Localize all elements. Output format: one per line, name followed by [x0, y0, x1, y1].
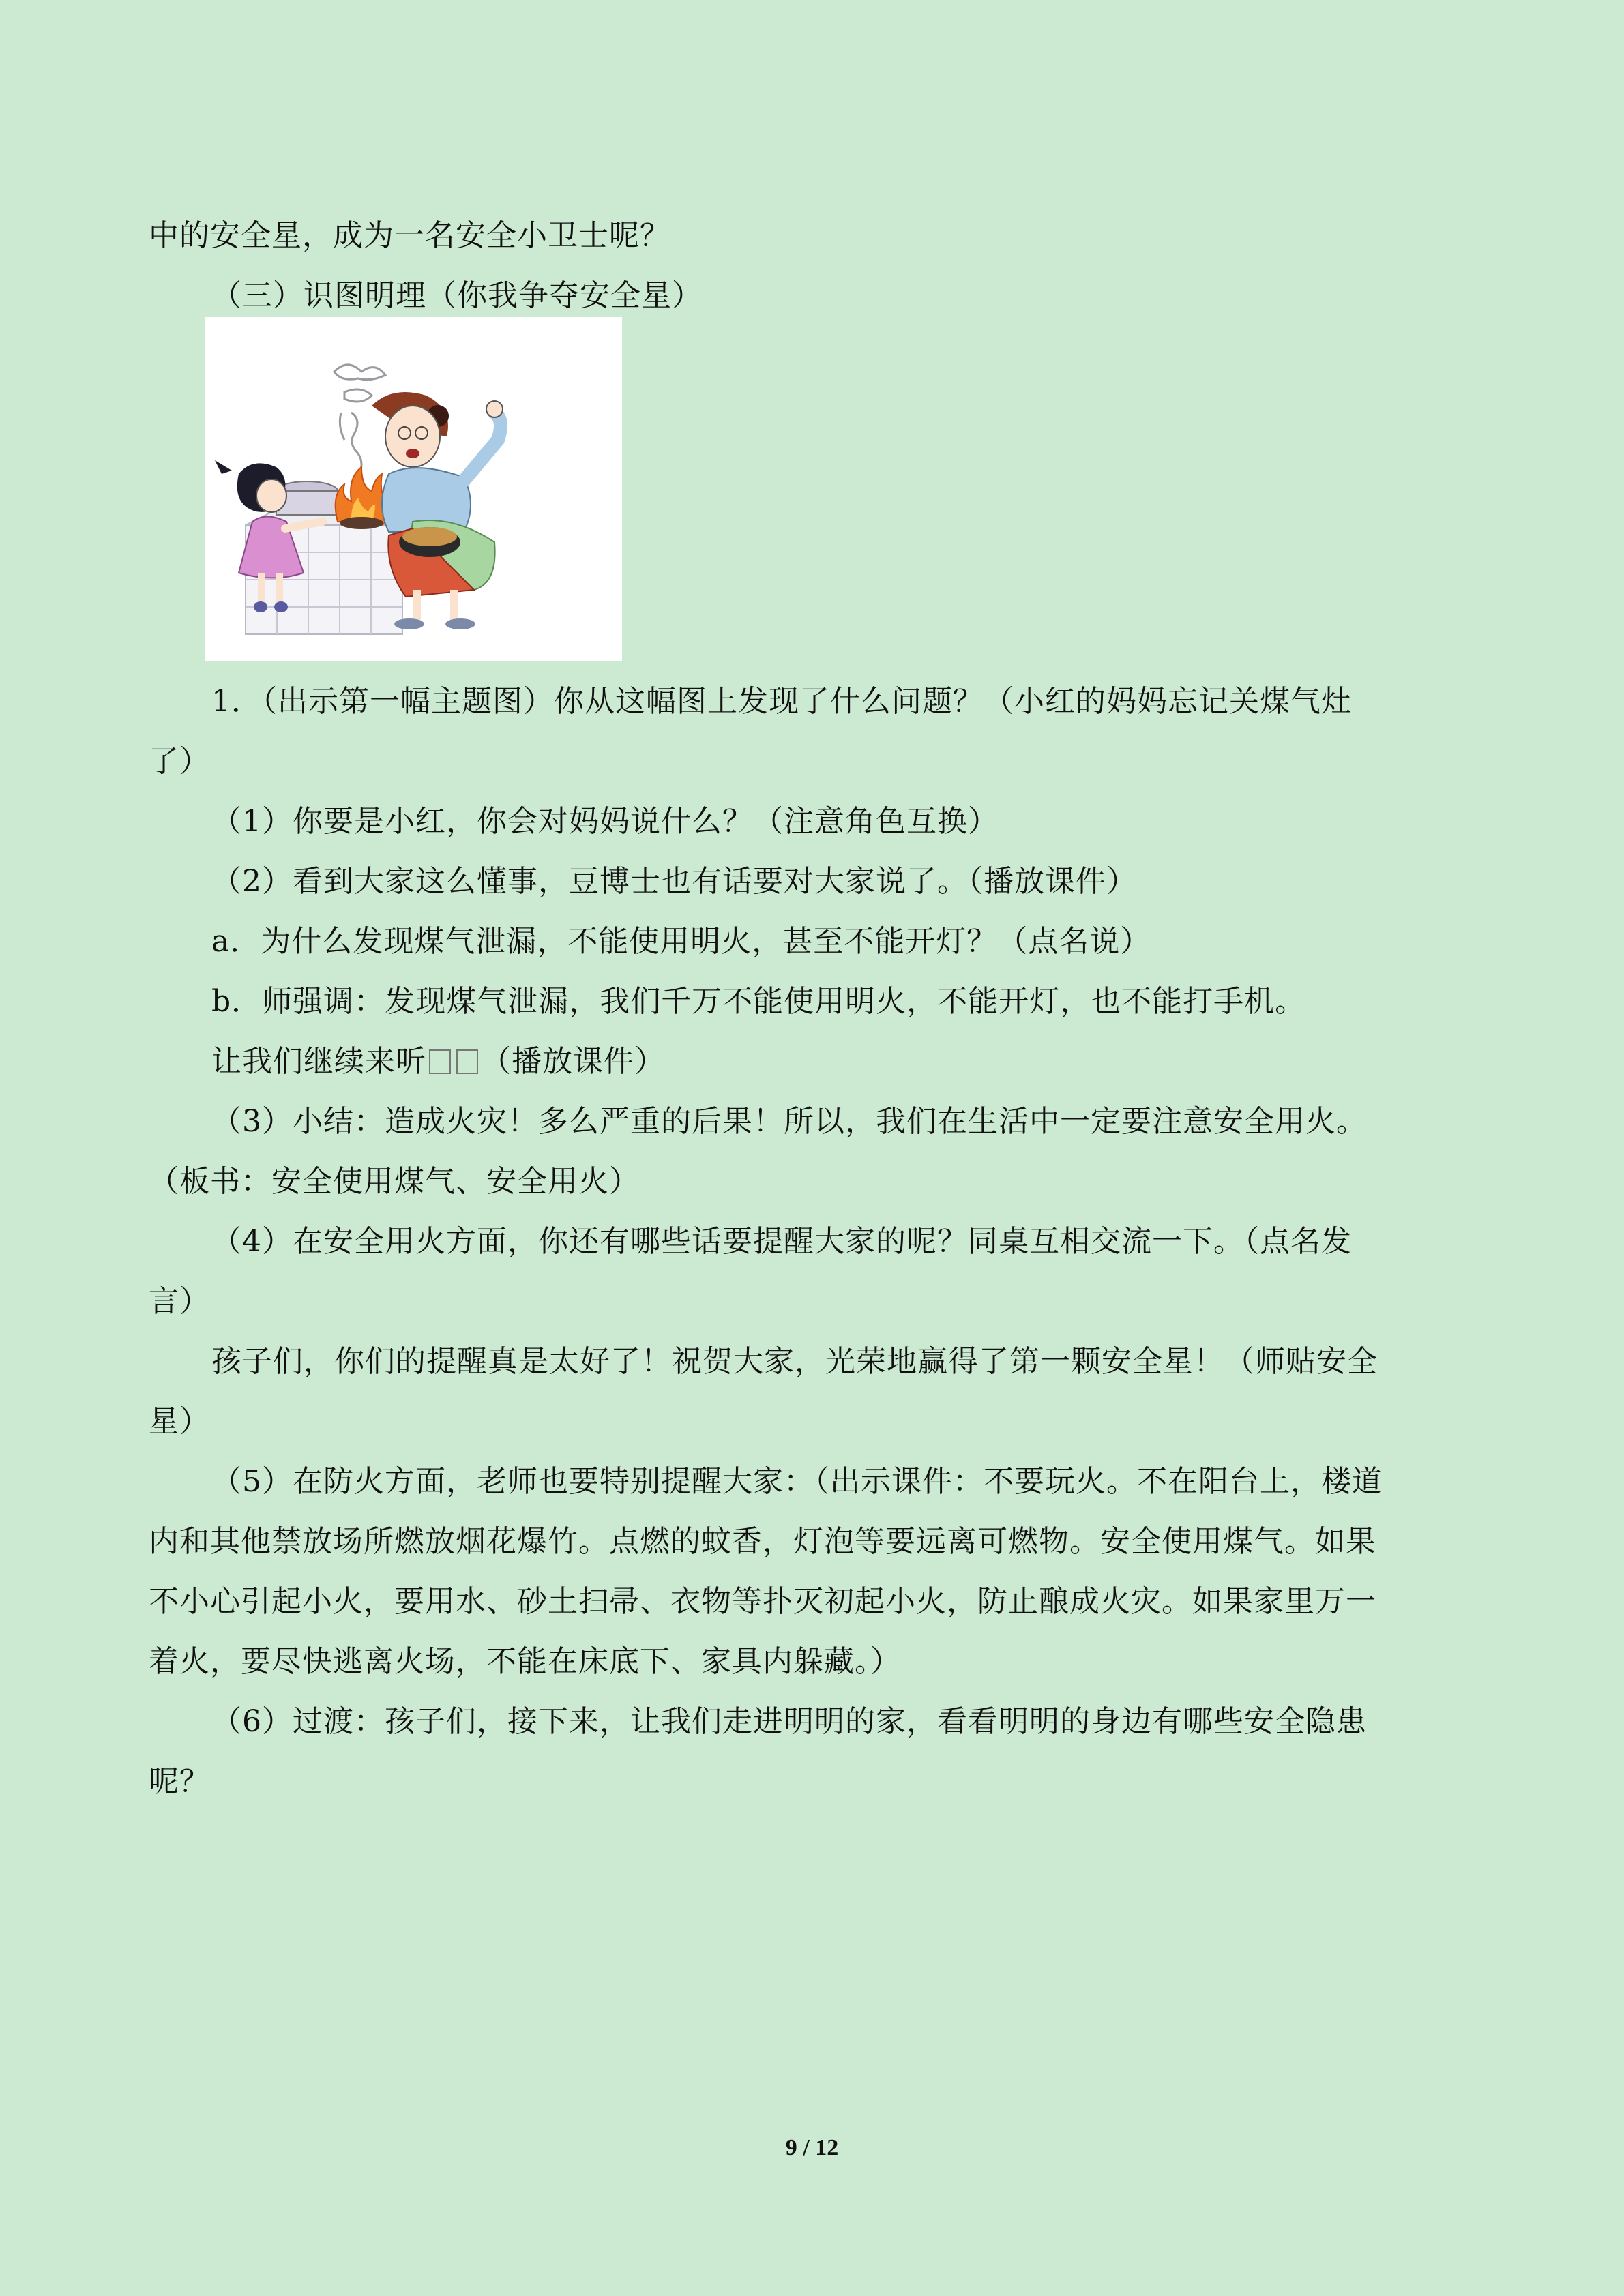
- section-heading: （三）识图明理（你我争夺安全星）: [211, 278, 703, 313]
- sub-item-b: b．师强调：发现煤气泄漏，我们千万不能使用明火，不能开灯，也不能打手机。: [211, 984, 1306, 1019]
- question-1-line-2: 了）: [149, 744, 210, 779]
- stove-fire-illustration: [205, 317, 622, 661]
- sub-item-5-line-4: 着火，要尽快逃离火场，不能在床底下、家具内躲藏。）: [149, 1644, 901, 1679]
- sub-item-3-line-2: （板书：安全使用煤气、安全用火）: [149, 1164, 640, 1199]
- praise-line-2: 星）: [149, 1404, 210, 1439]
- paragraph-intro-continuation: 中的安全星，成为一名安全小卫士呢？: [149, 218, 670, 253]
- missing-glyph-box-icon: [456, 1049, 478, 1074]
- sub-item-6-line-2: 呢？: [149, 1764, 210, 1799]
- sub-item-5-line-3: 不小心引起小火，要用水、砂土扫帚、衣物等扑灭初起小火，防止酿成火灾。如果家里万一: [149, 1584, 1376, 1619]
- sub-item-a: a．为什么发现煤气泄漏，不能使用明火，甚至不能开灯？（点名说）: [211, 924, 1151, 959]
- praise-line-1: 孩子们，你们的提醒真是太好了！祝贺大家，光荣地赢得了第一颗安全星！（师贴安全: [211, 1344, 1378, 1379]
- continue-listening-line: [211, 1041, 665, 1082]
- sub-item-2: （2）看到大家这么懂事，豆博士也有话要对大家说了。（播放课件）: [211, 864, 1137, 899]
- continue-text-suffix: （播放课件）: [481, 1044, 665, 1079]
- sub-item-1: （1）你要是小红，你会对妈妈说什么？（注意角色互换）: [211, 804, 999, 839]
- page-number: 9 / 12: [785, 2135, 839, 2160]
- sub-item-4-line-1: （4）在安全用火方面，你还有哪些话要提醒大家的呢？同桌互相交流一下。（点名发: [211, 1224, 1352, 1259]
- sub-item-4-line-2: 言）: [149, 1284, 210, 1319]
- sub-item-5-line-2: 内和其他禁放场所燃放烟花爆竹。点燃的蚊香，灯泡等要远离可燃物。安全使用煤气。如果: [149, 1524, 1376, 1559]
- missing-glyph-box-icon: [429, 1049, 451, 1074]
- continue-text-prefix: 让我们继续来听: [211, 1044, 426, 1079]
- sub-item-5-line-1: （5）在防火方面，老师也要特别提醒大家：（出示课件：不要玩火。不在阳台上，楼道: [211, 1464, 1383, 1499]
- sub-item-6-line-1: （6）过渡：孩子们，接下来，让我们走进明明的家，看看明明的身边有哪些安全隐患: [211, 1704, 1367, 1739]
- question-1-line-1: 1．（出示第一幅主题图）你从这幅图上发现了什么问题？（小红的妈妈忘记关煤气灶: [211, 684, 1352, 719]
- sub-item-3-line-1: （3）小结：造成火灾！多么严重的后果！所以，我们在生活中一定要注意安全用火。: [211, 1104, 1367, 1139]
- cartoon-illustration-image: [205, 317, 622, 661]
- smoke-icon: [334, 365, 385, 477]
